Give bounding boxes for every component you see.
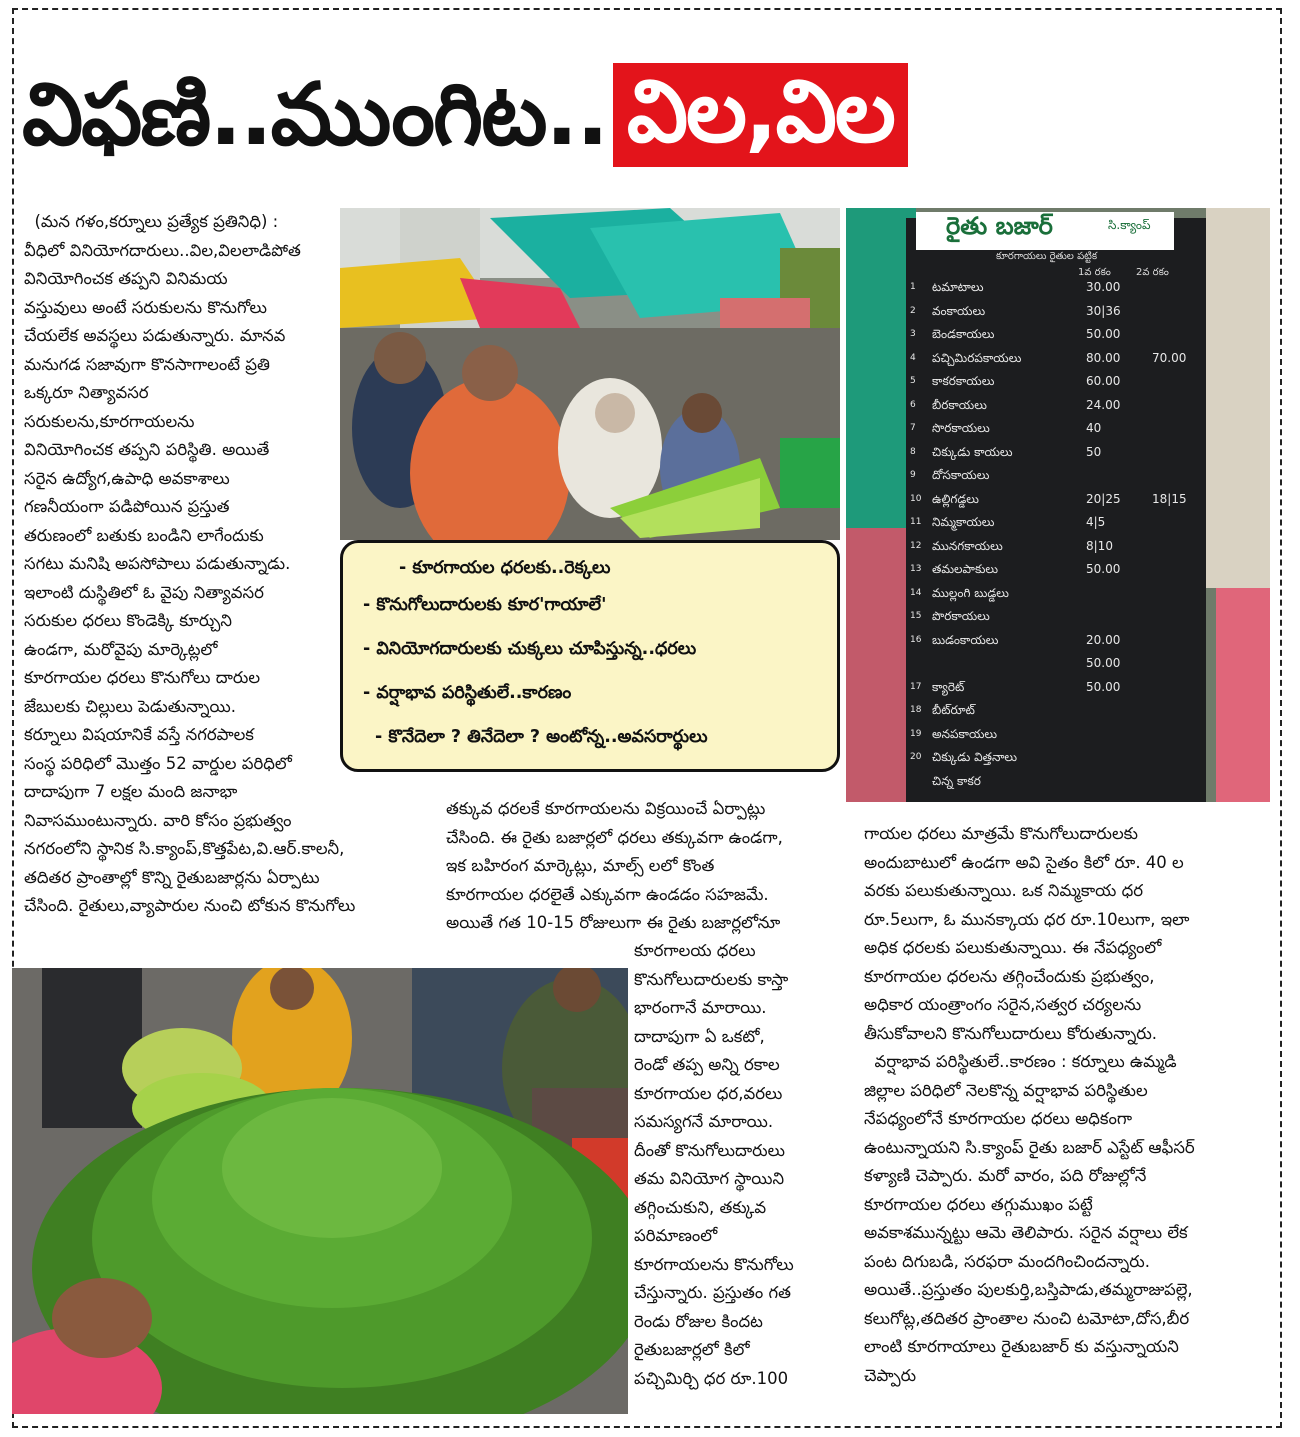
text-line: దీంతో కొనుగోలుదారులు — [634, 1140, 786, 1160]
text-line: చేసింది. రైతులు,వ్యాపారుల నుంచి టోకున కొనుగోలు — [24, 896, 356, 915]
board-row-vegetable: మునగకాయలు — [932, 538, 1003, 553]
board-row — [908, 304, 1204, 326]
board-row-number: 11 — [910, 517, 922, 527]
board-row-price-a: 50 — [1086, 444, 1102, 459]
board-row-vegetable: బుడంకాయలు — [932, 632, 999, 647]
board-row-number: 3 — [910, 329, 916, 339]
text-line: కూరగాయల ధరలు కొనుగోలు దారుల — [24, 668, 261, 687]
board-row-price-b: 70.00 — [1152, 350, 1187, 365]
text-line: పచ్చిమిర్చి ధర రూ.100 — [634, 1368, 789, 1388]
text-line: ఇలాంటి దుస్థితిలో ఓ వైపు నిత్యావసర — [24, 582, 264, 602]
board-row-vegetable: దోసకాయలు — [932, 468, 990, 482]
article-column-2-top — [446, 795, 846, 938]
board-col-a: 1వ రకం — [1078, 267, 1111, 278]
text-line: రెండు రోజుల కిందట — [634, 1311, 763, 1331]
text-line: (మన గళం,కర్నూలు ప్రత్యేక ప్రతినిధి) : — [24, 212, 279, 231]
headline-main: విఫణి..ముంగిట.. — [22, 64, 607, 165]
text-line: కూరగాయలను కొనుగోలు — [634, 1254, 794, 1274]
text-line: ఉంటున్నాయని సి.క్యాంప్ రైతు బజార్ ఎస్టేట్ ఆఫీసర్ — [864, 1137, 1195, 1157]
board-row — [908, 468, 1204, 490]
text-line: సరుకుల ధరలు కొండెక్కి కూర్చుని — [24, 611, 232, 630]
green-chillies-photo — [12, 968, 628, 1414]
text-line: ఒక్కరూ నిత్యావసర — [24, 383, 149, 402]
board-row — [908, 327, 1204, 349]
board-row-number: 18 — [910, 705, 922, 715]
text-line: ఉండగా, మరోవైపు మార్కెట్లలో — [24, 639, 218, 659]
text-line: కలుగోట్ల,తదితర ప్రాంతాల నుంచి టమోటా,దోస,బీర — [864, 1308, 1190, 1328]
board-row-number: 15 — [910, 611, 922, 621]
board-row-price-a: 20|25 — [1086, 491, 1121, 506]
board-row — [908, 445, 1204, 467]
headline-highlight: విల,విల — [613, 63, 908, 167]
board-row-vegetable: చిన్న కాకర — [932, 773, 981, 788]
text-line: అధిక ధరలకు పలుకుతున్నాయి. ఈ నేపధ్యంలో — [864, 938, 1162, 957]
board-row-vegetable: కాకరకాయలు — [932, 374, 995, 388]
text-line: గాయల ధరలు మాత్రమే కొనుగోలుదారులకు — [864, 824, 1138, 843]
text-line: కళ్యాణి చెప్పారు. మరో వారం, పది రోజుల్లోనే — [864, 1166, 1147, 1185]
board-row — [908, 398, 1204, 420]
board-row-vegetable: చిక్కుడు విత్తనాలు — [932, 750, 1018, 764]
board-row-price-a: 50.00 — [1086, 327, 1121, 341]
text-line: అయితే..ప్రస్తుతం పులకుర్తి,బస్తిపాడు,తమ్మరాజుపల్లె, — [864, 1280, 1193, 1299]
board-row-vegetable: ఉల్లిగడ్డలు — [932, 491, 979, 506]
board-row-price-a: 4|5 — [1086, 515, 1106, 529]
text-line: చేసింది. ఈ రైతు బజార్లలో ధరలు తక్కువగా ఉండగా, — [446, 827, 783, 847]
board-row-price-a: 24.00 — [1086, 397, 1121, 412]
text-line: జేబులకు చిల్లులు పెడుతున్నాయి. — [24, 696, 236, 716]
board-row-number: 6 — [910, 399, 916, 410]
board-row — [908, 774, 1204, 796]
board-row-vegetable: వంకాయలు — [932, 303, 986, 318]
text-line: రూ.5లుగా, ఓ మునక్కాయ ధర రూ.10లుగా, ఇలా — [864, 909, 1190, 929]
text-line: పరిమాణంలో — [634, 1226, 718, 1245]
text-line: దాదాపుగా ఏ ఒకటో, — [634, 1026, 765, 1046]
highlight-item: - కొనేదెలా ? తినేదెలా ? అంటోన్న..అవసరార్థులు — [375, 727, 708, 747]
text-line: సమస్యగనే మారాయి. — [634, 1112, 774, 1131]
text-line: పంట దిగుబడి, సరఫరా మందగించిందన్నారు. — [864, 1251, 1150, 1271]
board-row — [908, 280, 1204, 302]
text-line: కూరగాలయ ధరలు — [634, 941, 756, 960]
board-row-vegetable: సొరకాయలు — [932, 421, 990, 435]
board-row-number: 16 — [910, 634, 922, 645]
board-row-price-a: 30|36 — [1086, 303, 1121, 318]
board-row-number: 14 — [910, 587, 922, 598]
highlight-item: - వినియోగదారులకు చుక్కలు చూపిస్తున్న..ధరలు — [363, 639, 697, 659]
board-row-vegetable: బెండకాయలు — [932, 327, 995, 341]
text-line: తరుణంలో బతుకు బండిని లాగేందుకు — [24, 525, 264, 545]
board-row-number: 2 — [910, 305, 916, 316]
text-line: అధికార యంత్రాంగం సరైన,సత్వర చర్యలను — [864, 995, 1142, 1014]
text-line: కొనుగోలుదారులకు కాస్తా — [634, 969, 789, 989]
text-line: రెండో తప్ప అన్ని రకాల — [634, 1055, 780, 1074]
board-row-number: 9 — [910, 470, 916, 480]
board-row-number: 20 — [910, 752, 922, 762]
text-line: వినియోగించక తప్పని పరిస్థితి. అయితే — [24, 440, 270, 459]
text-line: రైతుబజార్లలో కిలో — [634, 1340, 750, 1359]
board-row — [908, 539, 1204, 561]
highlight-item: - కొనుగోలుదారులకు కూర'గాయాలే' — [363, 595, 607, 615]
text-line: కూరగాయల ధర,వరలు — [634, 1083, 783, 1103]
text-line: దాదాపుగా 7 లక్షల మంది జనాభా — [24, 782, 238, 801]
text-line: సరుకులను,కూరగాయలను — [24, 411, 195, 431]
board-row — [908, 351, 1204, 373]
text-line: చేస్తున్నారు. ప్రస్తుతం గత — [634, 1283, 791, 1302]
board-row-price-b: 18|15 — [1152, 491, 1187, 506]
market-street-photo — [340, 208, 840, 540]
text-line: అందుబాటులో ఉండగా అవి సైతం కిలో రూ. 40 ల — [864, 852, 1184, 872]
board-row-vegetable: బీరకాయలు — [932, 397, 987, 412]
text-line: అవకాశమున్నట్టు ఆమె తెలిపారు. సరైన వర్షాలు లేక — [864, 1223, 1188, 1242]
board-row-vegetable: పొరకాయలు — [932, 609, 990, 623]
text-line: నగరంలోని స్థానిక సి.క్యాంప్,కొత్తపేట,వి.ఆర్.కాలనీ, — [24, 839, 345, 858]
text-line: ఇక బహిరంగ మార్కెట్లు, మాల్స్ లలో కొంత — [446, 856, 715, 875]
board-row-price-a: 50.00 — [1086, 679, 1121, 694]
board-row — [908, 492, 1204, 514]
text-line: తదితర ప్రాంతాల్లో కొన్ని రైతుబజార్లను ఏర్పాటు — [24, 867, 320, 887]
board-row-vegetable: చిక్కుడు కాయలు — [932, 444, 1013, 459]
board-row-number: 8 — [910, 446, 916, 457]
board-row-vegetable: తమలపాకులు — [932, 562, 999, 576]
text-line: చెప్పారు — [864, 1365, 917, 1385]
board-row-vegetable: అనపకాయలు — [932, 726, 998, 741]
board-row — [908, 609, 1204, 631]
board-row-vegetable: టమాటాలు — [932, 280, 984, 294]
text-line: తీసుకోవాలని కొనుగోలుదారులు కోరుతున్నారు. — [864, 1023, 1158, 1043]
board-row — [908, 750, 1204, 772]
board-row-vegetable: బీట్‌రూట్ — [932, 703, 975, 717]
text-line: వినియోగించక తప్పని వినిమయ — [24, 269, 228, 288]
text-line: అయితే గత 10-15 రోజులుగా ఈ రైతు బజార్లలోనూ — [446, 913, 781, 932]
board-header: కూరగాయలు రైతుల పట్టిక — [996, 251, 1098, 262]
text-line: కూరగాయల ధరలు తగ్గుముఖం పట్టే — [864, 1194, 1093, 1214]
board-row-number: 5 — [910, 376, 916, 386]
text-line: తక్కువ ధరలకే కూరగాయలను విక్రయించే ఏర్పాట్లు — [446, 799, 766, 818]
text-line: చేయలేక అవస్థలు పడుతున్నారు. మానవ — [24, 326, 286, 345]
article-column-1 — [24, 208, 356, 921]
highlight-item: - వర్షాభావ పరిస్థితులే..కారణం — [363, 683, 572, 703]
board-row-price-a: 20.00 — [1086, 632, 1121, 647]
text-line: వరకు పలుకుతున్నాయి. ఒక నిమ్మకాయ ధర — [864, 881, 1144, 900]
board-row-number: 1 — [910, 282, 916, 292]
board-title: రైతు బజార్ — [946, 212, 1053, 240]
text-line: సంస్థ పరిధిలో మొత్తం 52 వార్డుల పరిధిలో — [24, 753, 292, 773]
board-row — [908, 633, 1204, 655]
board-row-number: 12 — [910, 540, 922, 551]
board-row-price-a: 50.00 — [1086, 562, 1121, 576]
text-line: లాంటి కూరగాయాలు రైతుబజార్ కు వస్తున్నాయని — [864, 1337, 1179, 1356]
text-line: సరైన ఉద్యోగ,ఉపాధి అవకాశాలు — [24, 468, 230, 488]
board-row-vegetable: ముల్లంగి బుడ్డలు — [932, 585, 1009, 600]
text-line: వీధిలో వినియోగదారులు..విల,విలలాడిపోత — [24, 240, 301, 260]
text-line: వస్తువులు అంటే సరుకులను కొనుగోలు — [24, 297, 267, 317]
board-row — [908, 586, 1204, 608]
board-row-number: 19 — [910, 728, 922, 739]
text-line: నివాసముంటున్నారు. వారి కోసం ప్రభుత్వం — [24, 810, 292, 830]
board-row-price-a: 40 — [1086, 421, 1102, 435]
board-row — [908, 656, 1204, 678]
board-row — [908, 421, 1204, 443]
board-row-number: 7 — [910, 423, 916, 433]
board-row-number: 4 — [910, 352, 916, 363]
board-subtitle: సి.క్యాంప్ — [1108, 218, 1151, 232]
article-column-2-bottom — [634, 937, 844, 1393]
board-col-b: 2వ రకం — [1136, 267, 1169, 278]
board-row-vegetable: క్యారెట్ — [932, 679, 965, 694]
board-row-price-a: 30.00 — [1086, 280, 1121, 294]
text-line: గణనీయంగా పడిపోయిన ప్రస్తుత — [24, 497, 230, 516]
board-row-price-a: 80.00 — [1086, 350, 1121, 365]
text-line: కర్నూలు విషయానికే వస్తే నగరపాలక — [24, 725, 254, 744]
board-row-number: 13 — [910, 564, 922, 574]
text-line: మనుగడ సజావుగా కొనసాగాలంటే ప్రతి — [24, 354, 270, 374]
text-line: కూరగాయల ధరలను తగ్గించేందుకు ప్రభుత్వం, — [864, 966, 1155, 986]
board-row-number: 10 — [910, 493, 922, 504]
board-row-vegetable: పచ్చిమిరపకాయలు — [932, 350, 1022, 365]
board-row — [908, 515, 1204, 537]
board-row — [908, 703, 1204, 725]
highlights-box — [340, 540, 840, 772]
board-row-number: 17 — [910, 681, 922, 692]
article-column-3 — [864, 820, 1264, 1390]
board-row-price-a: 50.00 — [1086, 656, 1121, 670]
text-line: కూరగాయల ధరలైతే ఎక్కువగా ఉండడం సహజమే. — [446, 884, 769, 904]
text-line: సగటు మనిషి అపసోపాలు పడుతున్నాడు. — [24, 554, 291, 573]
board-row-price-a: 8|10 — [1086, 538, 1113, 553]
text-line: జిల్లాల పరిధిలో నెలకొన్న వర్షాభావ పరిస్థితుల — [864, 1080, 1148, 1100]
headline — [22, 62, 908, 167]
board-row — [908, 374, 1204, 396]
highlight-item: - కూరగాయల ధరలకు..రెక్కలు — [399, 558, 611, 578]
board-row-vegetable: నిమ్మకాయలు — [932, 515, 995, 529]
board-row — [908, 562, 1204, 584]
text-line: వర్షాభావ పరిస్థితులే..కారణం : కర్నూలు ఉమ్మడి — [864, 1052, 1177, 1071]
text-line: తగ్గించుకుని, తక్కువ — [634, 1197, 767, 1217]
board-row-price-a: 60.00 — [1086, 374, 1121, 388]
text-line: తమ వినియోగ స్థాయిని — [634, 1169, 785, 1188]
text-line: భారంగానే మారాయి. — [634, 998, 767, 1017]
text-line: నేపధ్యంలోనే కూరగాయల ధరలు అధికంగా — [864, 1109, 1133, 1128]
price-board-photo — [846, 208, 1270, 802]
board-row — [908, 727, 1204, 749]
board-row — [908, 680, 1204, 702]
